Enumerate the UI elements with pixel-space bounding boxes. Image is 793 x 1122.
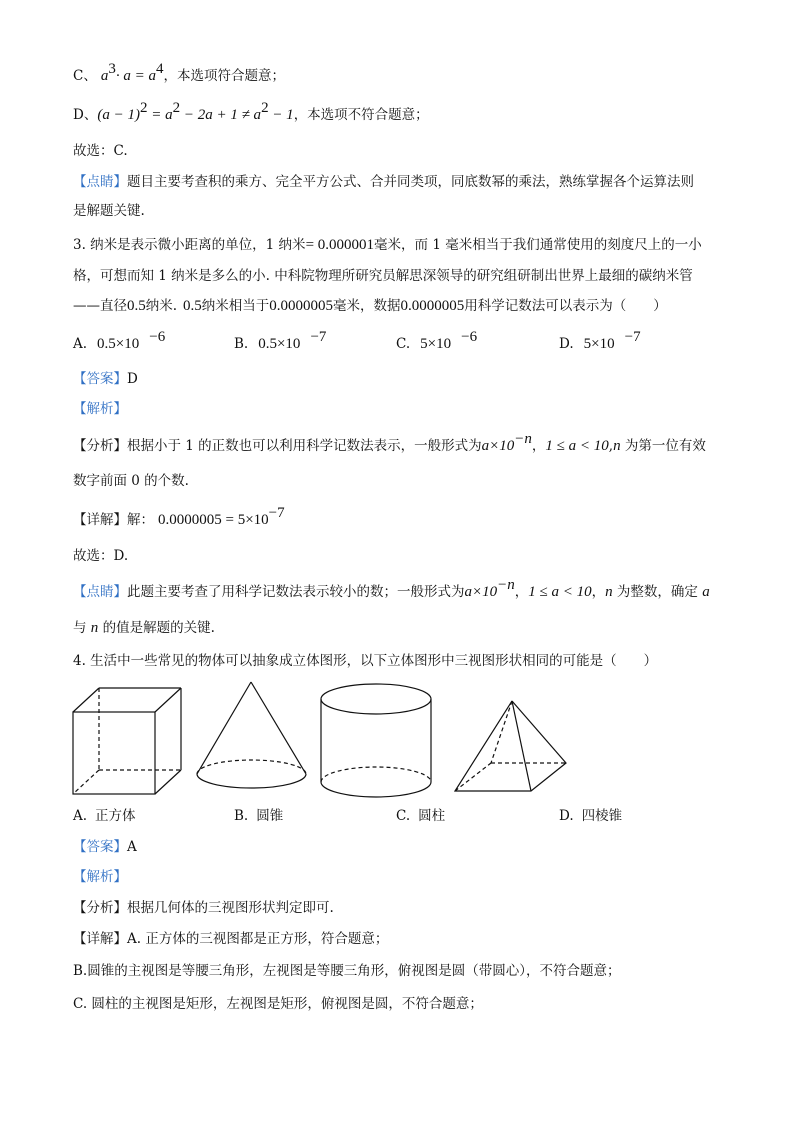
q4-analysis-tag: 【解析】 — [73, 869, 127, 885]
q3-answer: 【答案】D — [73, 371, 138, 387]
q3-comment-line1: 【点睛】此题主要考查了用科学记数法表示较小的数；一般形式为$a\times 10^{-n}$，1 ≤ a < 10，n 为整数，确定 a — [73, 577, 710, 600]
q4-detail-b: B.圆锥的主视图是等腰三角形，左视图是等腰三角形，俯视图是圆（带圆心），不符合题意； — [73, 963, 621, 979]
q3-stem-line1: 3. 纳米是表示微小距离的单位，1 纳米= 0.000001毫米，而 1 毫米相当于我们通常使用的刻度尺上的一小 — [73, 237, 702, 253]
q4-fenxi: 【分析】根据几何体的三视图形状判定即可. — [73, 900, 334, 916]
q4-stem: 4. 生活中一些常见的物体可以抽象成立体图形，以下立体图形中三视图形状相同的可能是（ ） — [73, 653, 658, 669]
q2-comment-line2: 是解题关键. — [73, 203, 145, 219]
q4-answer: 【答案】A — [73, 839, 137, 855]
q4-option-c: C. 圆柱 — [396, 808, 446, 824]
cylinder-figure — [318, 682, 436, 800]
q4-option-a: A. 正方体 — [73, 808, 136, 824]
q3-fenxi-line1: 【分析】根据小于 1 的正数也可以利用科学记数法表示，一般形式为$a\times 10^{-n}$，1 ≤ a < 10,n 为第一位有效 — [73, 431, 706, 454]
pyramid-figure — [450, 697, 572, 797]
q3-fenxi-line2: 数字前面 0 的个数. — [73, 473, 189, 489]
q3-analysis-tag: 【解析】 — [73, 401, 127, 417]
q2-option-d: D、$(a - 1)^2 = a^2 - 2a + 1 \ne a^2 - 1$，本选项不符合题意； — [73, 100, 429, 123]
cone-figure — [194, 680, 310, 798]
q3-stem-line2: 格，可想而知 1 纳米是多么的小. 中科院物理所研究员解思深领导的研究组研制出世界上最细的碳纳米管 — [73, 268, 693, 284]
q3-option-b: B. 0.5×10 $^{-7}$ — [234, 329, 327, 352]
q2-choice: 故选：C. — [73, 143, 128, 159]
q2-option-c: C、 $a^3\cdot a = a^4$，本选项符合题意； — [73, 61, 285, 84]
comment-tag: 【点睛】 — [73, 174, 127, 190]
q3-option-a: A. 0.5×10 $^{-6}$ — [73, 329, 166, 352]
q3-option-d: D. 5×10 $^{-7}$ — [559, 329, 641, 352]
q3-stem-line3: ——直径0.5纳米. 0.5纳米相当于0.0000005毫米，数据0.0000005用科学记数法可以表示为（ ） — [73, 298, 667, 314]
q2-comment-line1: 【点睛】题目主要考查积的乘方、完全平方公式、合并同类项，同底数幂的乘法，熟练掌握各个运算法则 — [73, 174, 694, 190]
q4-option-d: D. 四棱锥 — [559, 808, 623, 824]
cube-figure — [70, 685, 185, 800]
q4-option-b: B. 圆锥 — [234, 808, 284, 824]
q3-option-c: C. 5×10 $^{-6}$ — [396, 329, 478, 352]
q3-detail: 【详解】解： $0.0000005 = 5\times 10^{-7}$ — [73, 505, 285, 528]
q3-comment-line2: 与 n 的值是解题的关键. — [73, 620, 215, 636]
q4-detail-c: C. 圆柱的主视图是矩形，左视图是矩形，俯视图是圆，不符合题意； — [73, 996, 483, 1012]
q3-choice: 故选：D. — [73, 548, 129, 564]
q4-detail-a: 【详解】A. 正方体的三视图都是正方形，符合题意； — [73, 931, 389, 947]
